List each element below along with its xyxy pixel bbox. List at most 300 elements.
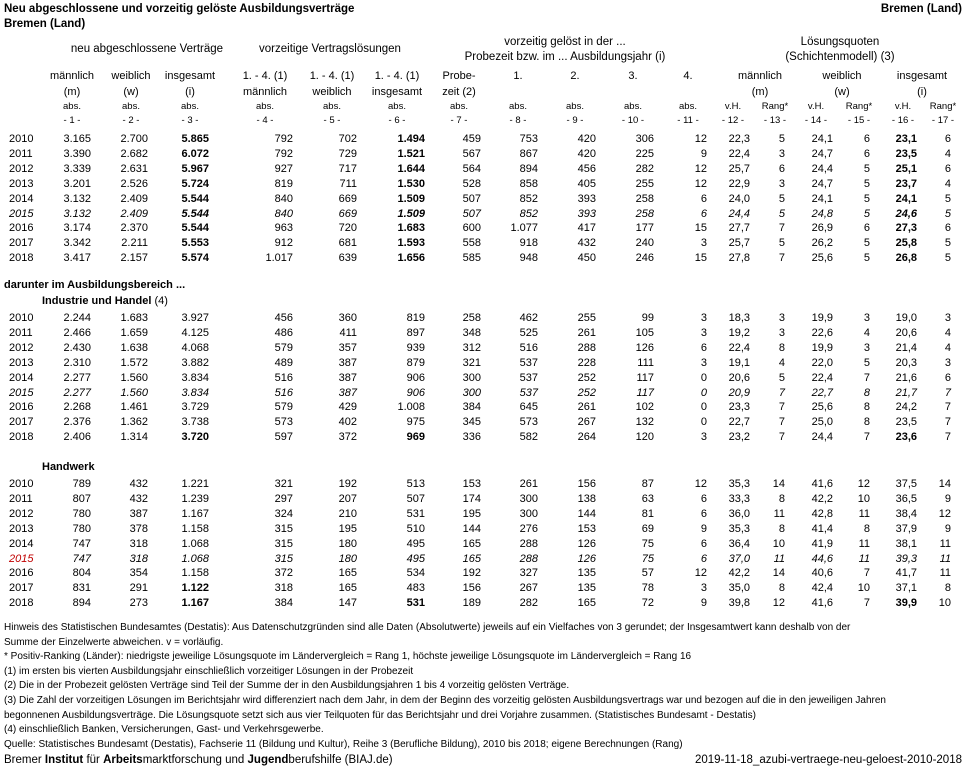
table-cell: 156 bbox=[577, 478, 596, 490]
table-cell: 897 bbox=[406, 326, 425, 339]
table-cell: 165 bbox=[338, 567, 357, 580]
table-cell: 6 bbox=[700, 492, 707, 505]
table-cell: 105 bbox=[635, 326, 654, 339]
table-cell: 5.967 bbox=[181, 162, 209, 175]
table-cell: 8 bbox=[778, 582, 785, 595]
table-cell: 10 bbox=[938, 597, 951, 610]
table-row bbox=[0, 236, 967, 251]
column-number: - 12 - bbox=[721, 115, 745, 126]
table-cell: 3 bbox=[778, 326, 785, 339]
year-cell: 2010 bbox=[9, 312, 34, 324]
table-cell: 12 bbox=[694, 478, 707, 490]
year-cell: 2013 bbox=[9, 177, 34, 190]
table-cell: 22,7 bbox=[811, 386, 833, 399]
table-cell: 87 bbox=[641, 478, 654, 490]
table-cell: 11 bbox=[939, 552, 951, 565]
table-cell: 5 bbox=[944, 237, 951, 250]
table-cell: 315 bbox=[274, 552, 293, 565]
column-number: - 16 - bbox=[891, 115, 915, 126]
table-cell: 639 bbox=[338, 252, 357, 265]
table-cell: 225 bbox=[635, 147, 654, 160]
table-cell: 918 bbox=[519, 237, 538, 250]
column-header: männlich bbox=[49, 70, 95, 82]
table-cell: 126 bbox=[577, 552, 596, 565]
table-row bbox=[0, 507, 967, 522]
table-row bbox=[0, 400, 967, 415]
table-cell: 969 bbox=[406, 431, 425, 444]
table-cell: 23,6 bbox=[895, 431, 917, 444]
footnote-line: Summe der Einzelwerte abweichen. v = vorläufig. bbox=[4, 636, 224, 648]
table-cell: 507 bbox=[406, 492, 425, 505]
table-cell: 5 bbox=[863, 162, 870, 175]
table-cell: 8 bbox=[778, 341, 785, 354]
year-cell: 2011 bbox=[9, 147, 33, 160]
table-cell: 144 bbox=[577, 507, 596, 520]
table-cell: 9 bbox=[944, 492, 951, 505]
table-cell: 165 bbox=[577, 597, 596, 610]
table-row bbox=[0, 415, 967, 430]
table-cell: 153 bbox=[462, 478, 481, 490]
table-cell: 840 bbox=[274, 192, 293, 205]
unit-label: v.H. bbox=[894, 101, 912, 112]
table-cell: 393 bbox=[577, 207, 596, 220]
table-cell: 19,0 bbox=[895, 312, 917, 324]
table-cell: 21,6 bbox=[895, 371, 917, 384]
table-cell: 747 bbox=[72, 552, 91, 565]
table-cell: 4 bbox=[863, 326, 870, 339]
table-cell: 516 bbox=[274, 371, 293, 384]
table-cell: 927 bbox=[274, 162, 293, 175]
column-number: - 7 - bbox=[450, 115, 468, 126]
table-cell: 1.644 bbox=[397, 162, 425, 175]
table-cell: 4 bbox=[778, 356, 785, 369]
table-cell: 681 bbox=[338, 237, 357, 250]
table-cell: 3.201 bbox=[63, 177, 91, 190]
table-cell: 228 bbox=[577, 356, 596, 369]
table-cell: 780 bbox=[72, 507, 91, 520]
table-cell: 2.157 bbox=[120, 252, 148, 265]
table-cell: 282 bbox=[519, 597, 538, 610]
table-cell: 27,3 bbox=[895, 222, 917, 235]
table-cell: 18,3 bbox=[728, 312, 750, 324]
table-cell: 780 bbox=[72, 522, 91, 535]
table-cell: 5 bbox=[863, 177, 870, 190]
table-cell: 318 bbox=[129, 537, 148, 550]
column-header: insgesamt bbox=[164, 70, 216, 82]
table-cell: 138 bbox=[577, 492, 596, 505]
table-row bbox=[0, 251, 967, 266]
table-cell: 852 bbox=[519, 192, 538, 205]
table-cell: 1.659 bbox=[120, 326, 148, 339]
table-cell: 5 bbox=[863, 192, 870, 205]
table-cell: 513 bbox=[406, 478, 425, 490]
table-cell: 2.211 bbox=[121, 237, 148, 250]
table-cell: 8 bbox=[863, 416, 870, 429]
table-cell: 14 bbox=[772, 478, 785, 490]
table-row bbox=[0, 147, 967, 162]
column-header: (m) bbox=[63, 86, 81, 98]
table-cell: 41,6 bbox=[811, 478, 833, 490]
table-cell: 1.572 bbox=[120, 356, 148, 369]
region-label: Bremen (Land) bbox=[880, 3, 962, 15]
table-cell: 432 bbox=[129, 478, 148, 490]
table-cell: 2.277 bbox=[63, 386, 91, 399]
unit-label: abs. bbox=[679, 101, 697, 112]
table-cell: 41,6 bbox=[811, 597, 833, 610]
table-cell: 3 bbox=[944, 356, 951, 369]
table-cell: 8 bbox=[863, 386, 870, 399]
table-cell: 5.553 bbox=[181, 237, 209, 250]
table-cell: 3.834 bbox=[181, 386, 209, 399]
table-cell: 15 bbox=[694, 252, 707, 265]
table-cell: 12 bbox=[694, 133, 707, 145]
table-cell: 36,4 bbox=[728, 537, 750, 550]
table-cell: 75 bbox=[641, 537, 654, 550]
table-cell: 0 bbox=[700, 371, 707, 384]
table-cell: 7 bbox=[863, 431, 870, 444]
column-number: - 15 - bbox=[847, 115, 871, 126]
table-cell: 507 bbox=[462, 192, 481, 205]
table-cell: 321 bbox=[462, 356, 481, 369]
table-cell: 2.682 bbox=[120, 147, 148, 160]
table-cell: 1.683 bbox=[397, 222, 425, 235]
table-cell: 1.008 bbox=[397, 401, 425, 414]
table-cell: 531 bbox=[406, 507, 425, 520]
page-subtitle: Bremen (Land) bbox=[4, 18, 86, 30]
table-cell: 372 bbox=[338, 431, 357, 444]
column-header: (w) bbox=[834, 86, 850, 98]
table-cell: 135 bbox=[577, 567, 596, 580]
table-cell: 1.314 bbox=[120, 431, 148, 444]
table-cell: 252 bbox=[577, 371, 596, 384]
table-cell: 525 bbox=[519, 326, 538, 339]
table-row bbox=[0, 207, 967, 222]
unit-label: abs. bbox=[450, 101, 468, 112]
table-cell: 22,6 bbox=[811, 326, 833, 339]
table-cell: 669 bbox=[338, 192, 357, 205]
table-cell: 2.409 bbox=[120, 207, 148, 220]
table-cell: 4.068 bbox=[181, 341, 209, 354]
table-cell: 312 bbox=[462, 341, 481, 354]
footnote-line: (1) im ersten bis vierten Ausbildungsjahr einschließlich vorzeitiger Lösungen in der Probezeit bbox=[4, 665, 414, 677]
table-cell: 717 bbox=[338, 162, 357, 175]
table-cell: 1.593 bbox=[397, 237, 425, 250]
table-cell: 327 bbox=[519, 567, 538, 580]
table-cell: 12 bbox=[694, 162, 707, 175]
table-cell: 24,4 bbox=[811, 431, 833, 444]
table-cell: 495 bbox=[406, 537, 425, 550]
table-cell: 19,9 bbox=[811, 312, 833, 324]
table-cell: 669 bbox=[338, 207, 357, 220]
table-cell: 258 bbox=[635, 192, 654, 205]
table-cell: 2.370 bbox=[120, 222, 148, 235]
table-cell: 4 bbox=[944, 326, 951, 339]
table-cell: 528 bbox=[462, 177, 481, 190]
table-cell: 24,4 bbox=[811, 162, 833, 175]
column-header: 2. bbox=[570, 70, 580, 82]
table-cell: 9 bbox=[700, 597, 707, 610]
table-cell: 255 bbox=[635, 177, 654, 190]
unit-label: abs. bbox=[566, 101, 584, 112]
table-cell: 3.882 bbox=[181, 356, 209, 369]
year-cell: 2012 bbox=[9, 341, 34, 354]
table-cell: 420 bbox=[577, 147, 596, 160]
table-cell: 41,7 bbox=[895, 567, 917, 580]
table-cell: 22,4 bbox=[728, 147, 750, 160]
table-cell: 7 bbox=[778, 416, 785, 429]
table-cell: 19,9 bbox=[811, 341, 833, 354]
table-cell: 393 bbox=[577, 192, 596, 205]
footnote-line: Quelle: Statistisches Bundesamt (Destatis), Fachserie 11 (Bildung und Kultur), Reihe 3 (Berufliche Bildung), 2010 bis 2018; eigene Berechnungen (Rang) bbox=[4, 738, 683, 750]
table-cell: 819 bbox=[406, 312, 425, 324]
table-cell: 564 bbox=[462, 162, 481, 175]
table-cell: 2.244 bbox=[63, 312, 91, 324]
table-cell: 939 bbox=[406, 341, 425, 354]
table-cell: 1.239 bbox=[181, 492, 209, 505]
year-cell: 2011 bbox=[9, 326, 33, 339]
table-cell: 1.362 bbox=[120, 416, 148, 429]
table-cell: 111 bbox=[637, 356, 654, 369]
table-cell: 5 bbox=[863, 356, 870, 369]
table-cell: 582 bbox=[519, 431, 538, 444]
table-cell: 2.466 bbox=[63, 326, 91, 339]
table-cell: 5 bbox=[863, 207, 870, 220]
table-cell: 156 bbox=[462, 582, 481, 595]
table-row bbox=[0, 522, 967, 537]
table-cell: 315 bbox=[274, 522, 293, 535]
column-header: 1. - 4. (1) bbox=[309, 70, 355, 82]
table-cell: 147 bbox=[338, 597, 357, 610]
table-cell: 7 bbox=[863, 371, 870, 384]
column-number: - 17 - bbox=[931, 115, 955, 126]
table-cell: 276 bbox=[519, 522, 538, 535]
table-cell: 3.174 bbox=[63, 222, 91, 235]
column-number: - 6 - bbox=[388, 115, 406, 126]
table-cell: 807 bbox=[72, 492, 91, 505]
year-cell: 2010 bbox=[9, 478, 34, 490]
year-cell: 2015 bbox=[9, 386, 34, 399]
table-cell: 35,3 bbox=[728, 522, 750, 535]
section-label bbox=[42, 461, 95, 473]
table-cell: 22,4 bbox=[811, 371, 833, 384]
table-cell: 507 bbox=[462, 207, 481, 220]
table-cell: 23,5 bbox=[895, 147, 917, 160]
institute-name: Bremer Institut für Arbeitsmarktforschung und Jugendberufshilfe (BIAJ.de) bbox=[4, 754, 393, 766]
table-cell: 4.125 bbox=[181, 326, 209, 339]
table-cell: 12 bbox=[694, 177, 707, 190]
table-cell: 6 bbox=[700, 552, 707, 565]
column-number: - 9 - bbox=[566, 115, 584, 126]
group-neu: neu abgeschlossene Verträge bbox=[70, 43, 224, 55]
table-cell: 5 bbox=[863, 237, 870, 250]
year-cell: 2017 bbox=[9, 237, 34, 250]
table-cell: 3 bbox=[863, 312, 870, 324]
table-cell: 729 bbox=[338, 147, 357, 160]
unit-label: abs. bbox=[181, 101, 199, 112]
table-cell: 33,3 bbox=[728, 492, 750, 505]
table-cell: 195 bbox=[338, 522, 357, 535]
table-cell: 10 bbox=[857, 582, 870, 595]
table-cell: 3 bbox=[778, 177, 785, 190]
column-header: 4. bbox=[683, 70, 693, 82]
table-cell: 3.720 bbox=[181, 431, 209, 444]
table-cell: 2.430 bbox=[63, 341, 91, 354]
table-cell: 8 bbox=[863, 522, 870, 535]
table-cell: 6 bbox=[863, 133, 870, 145]
table-cell: 5.865 bbox=[181, 133, 209, 145]
table-cell: 912 bbox=[274, 237, 293, 250]
column-number: - 1 - bbox=[63, 115, 81, 126]
footnote-line: begonnenen Ausbildungsverträge. Die Lösungsquote setzt sich aus vier Teilquoten für das Berichtsjahr und drei Vorjahre zusammen. (Statistisches Bundesamt - Destatis) bbox=[4, 709, 756, 721]
column-header: Probe- bbox=[442, 70, 476, 82]
section-label bbox=[42, 295, 168, 307]
year-cell: 2013 bbox=[9, 356, 34, 369]
unit-label: abs. bbox=[509, 101, 527, 112]
table-cell: 5 bbox=[778, 192, 785, 205]
table-cell: 417 bbox=[577, 222, 596, 235]
table-cell: 1.068 bbox=[181, 537, 209, 550]
table-cell: 1.461 bbox=[120, 401, 148, 414]
table-cell: 207 bbox=[338, 492, 357, 505]
unit-label: abs. bbox=[624, 101, 642, 112]
table-cell: 44,6 bbox=[811, 552, 833, 565]
year-cell: 2014 bbox=[9, 371, 34, 384]
table-cell: 102 bbox=[635, 401, 654, 414]
column-number: - 14 - bbox=[804, 115, 828, 126]
table-cell: 37,1 bbox=[895, 582, 917, 595]
column-number: - 8 - bbox=[509, 115, 527, 126]
table-cell: 6.072 bbox=[181, 147, 209, 160]
year-cell: 2016 bbox=[9, 222, 34, 235]
table-cell: 894 bbox=[72, 597, 91, 610]
table-cell: 23,3 bbox=[728, 401, 750, 414]
table-cell: 486 bbox=[274, 326, 293, 339]
table-cell: 579 bbox=[274, 401, 293, 414]
table-cell: 516 bbox=[519, 341, 538, 354]
table-row bbox=[0, 177, 967, 192]
table-cell: 117 bbox=[636, 371, 654, 384]
table-cell: 117 bbox=[636, 386, 654, 399]
table-cell: 429 bbox=[338, 401, 357, 414]
unit-label: abs. bbox=[388, 101, 406, 112]
table-cell: 165 bbox=[338, 582, 357, 595]
table-cell: 336 bbox=[462, 431, 481, 444]
table-cell: 36,5 bbox=[895, 492, 917, 505]
table-cell: 585 bbox=[462, 252, 481, 265]
table-cell: 12 bbox=[857, 478, 870, 490]
table-cell: 12 bbox=[772, 597, 785, 610]
table-cell: 3.132 bbox=[63, 192, 91, 205]
table-cell: 6 bbox=[944, 222, 951, 235]
table-cell: 5.544 bbox=[181, 222, 209, 235]
table-cell: 27,7 bbox=[728, 222, 750, 235]
table-cell: 1.521 bbox=[397, 147, 425, 160]
table-cell: 22,4 bbox=[728, 341, 750, 354]
table-cell: 6 bbox=[944, 133, 951, 145]
column-header: (m) bbox=[751, 86, 769, 98]
table-cell: 1.638 bbox=[120, 341, 148, 354]
table-cell: 360 bbox=[338, 312, 357, 324]
table-cell: 387 bbox=[338, 371, 357, 384]
table-cell: 26,9 bbox=[811, 222, 833, 235]
column-header: zeit (2) bbox=[442, 86, 476, 98]
column-header: 1. - 4. (1) bbox=[242, 70, 288, 82]
table-cell: 462 bbox=[519, 312, 538, 324]
table-cell: 144 bbox=[462, 522, 481, 535]
table-cell: 255 bbox=[577, 312, 596, 324]
unit-label: Rang* bbox=[761, 101, 789, 112]
table-cell: 1.656 bbox=[397, 252, 425, 265]
table-row bbox=[0, 596, 967, 611]
table-cell: 8 bbox=[778, 492, 785, 505]
table-cell: 23,5 bbox=[895, 416, 917, 429]
column-number: - 13 - bbox=[763, 115, 787, 126]
table-cell: 2.277 bbox=[63, 371, 91, 384]
table-cell: 273 bbox=[129, 597, 148, 610]
table-cell: 1.221 bbox=[181, 478, 209, 490]
table-cell: 789 bbox=[72, 478, 91, 490]
column-header: (i) bbox=[185, 86, 195, 98]
table-cell: 27,8 bbox=[728, 252, 750, 265]
table-cell: 537 bbox=[519, 386, 538, 399]
table-cell: 963 bbox=[274, 222, 293, 235]
table-cell: 72 bbox=[641, 597, 654, 610]
year-cell: 2018 bbox=[9, 252, 34, 265]
table-cell: 432 bbox=[129, 492, 148, 505]
table-row bbox=[0, 537, 967, 552]
table-cell: 24,6 bbox=[895, 207, 917, 220]
table-cell: 38,4 bbox=[895, 507, 917, 520]
table-cell: 3.342 bbox=[63, 237, 91, 250]
table-cell: 6 bbox=[700, 537, 707, 550]
table-cell: 321 bbox=[274, 478, 293, 490]
table-cell: 3.165 bbox=[63, 133, 91, 145]
table-row bbox=[0, 192, 967, 207]
table-cell: 37,0 bbox=[728, 552, 750, 565]
table-cell: 9 bbox=[944, 522, 951, 535]
table-cell: 23,1 bbox=[895, 133, 917, 145]
footnote-line: Hinweis des Statistischen Bundesamtes (Destatis): Aus Datenschutzgründen sind alle Daten (Absolutwerte) jeweils auf ein Vielfaches von 3 gerundet; der Insgesamtwert kann deshalb von der bbox=[4, 622, 851, 633]
column-header: 3. bbox=[628, 70, 638, 82]
table-cell: 3 bbox=[700, 356, 707, 369]
table-cell: 5 bbox=[778, 207, 785, 220]
table-cell: 11 bbox=[773, 552, 785, 565]
table-cell: 165 bbox=[462, 552, 481, 565]
table-cell: 261 bbox=[577, 326, 596, 339]
table-cell: 6 bbox=[700, 507, 707, 520]
table-cell: 267 bbox=[519, 582, 538, 595]
table-row bbox=[0, 326, 967, 341]
table-cell: 5.544 bbox=[181, 207, 209, 220]
table-cell: 345 bbox=[462, 416, 481, 429]
year-cell: 2017 bbox=[9, 416, 34, 429]
table-cell: 2.700 bbox=[120, 133, 148, 145]
table-cell: 3.927 bbox=[181, 312, 209, 324]
footnote-line: (4) einschließlich Banken, Versicherungen, Gast- und Verkehrsgewerbe. bbox=[4, 724, 324, 736]
table-cell: 2.268 bbox=[63, 401, 91, 414]
table-cell: 645 bbox=[519, 401, 538, 414]
table-cell: 3.339 bbox=[63, 162, 91, 175]
table-cell: 288 bbox=[519, 537, 538, 550]
table-cell: 2.376 bbox=[63, 416, 91, 429]
table-cell: 450 bbox=[577, 252, 596, 265]
table-cell: 5 bbox=[778, 237, 785, 250]
table-cell: 38,1 bbox=[895, 537, 917, 550]
table-cell: 489 bbox=[274, 356, 293, 369]
table-cell: 7 bbox=[778, 222, 785, 235]
column-header: 1. bbox=[513, 70, 523, 82]
section-label-suffix: (4) bbox=[151, 295, 168, 307]
